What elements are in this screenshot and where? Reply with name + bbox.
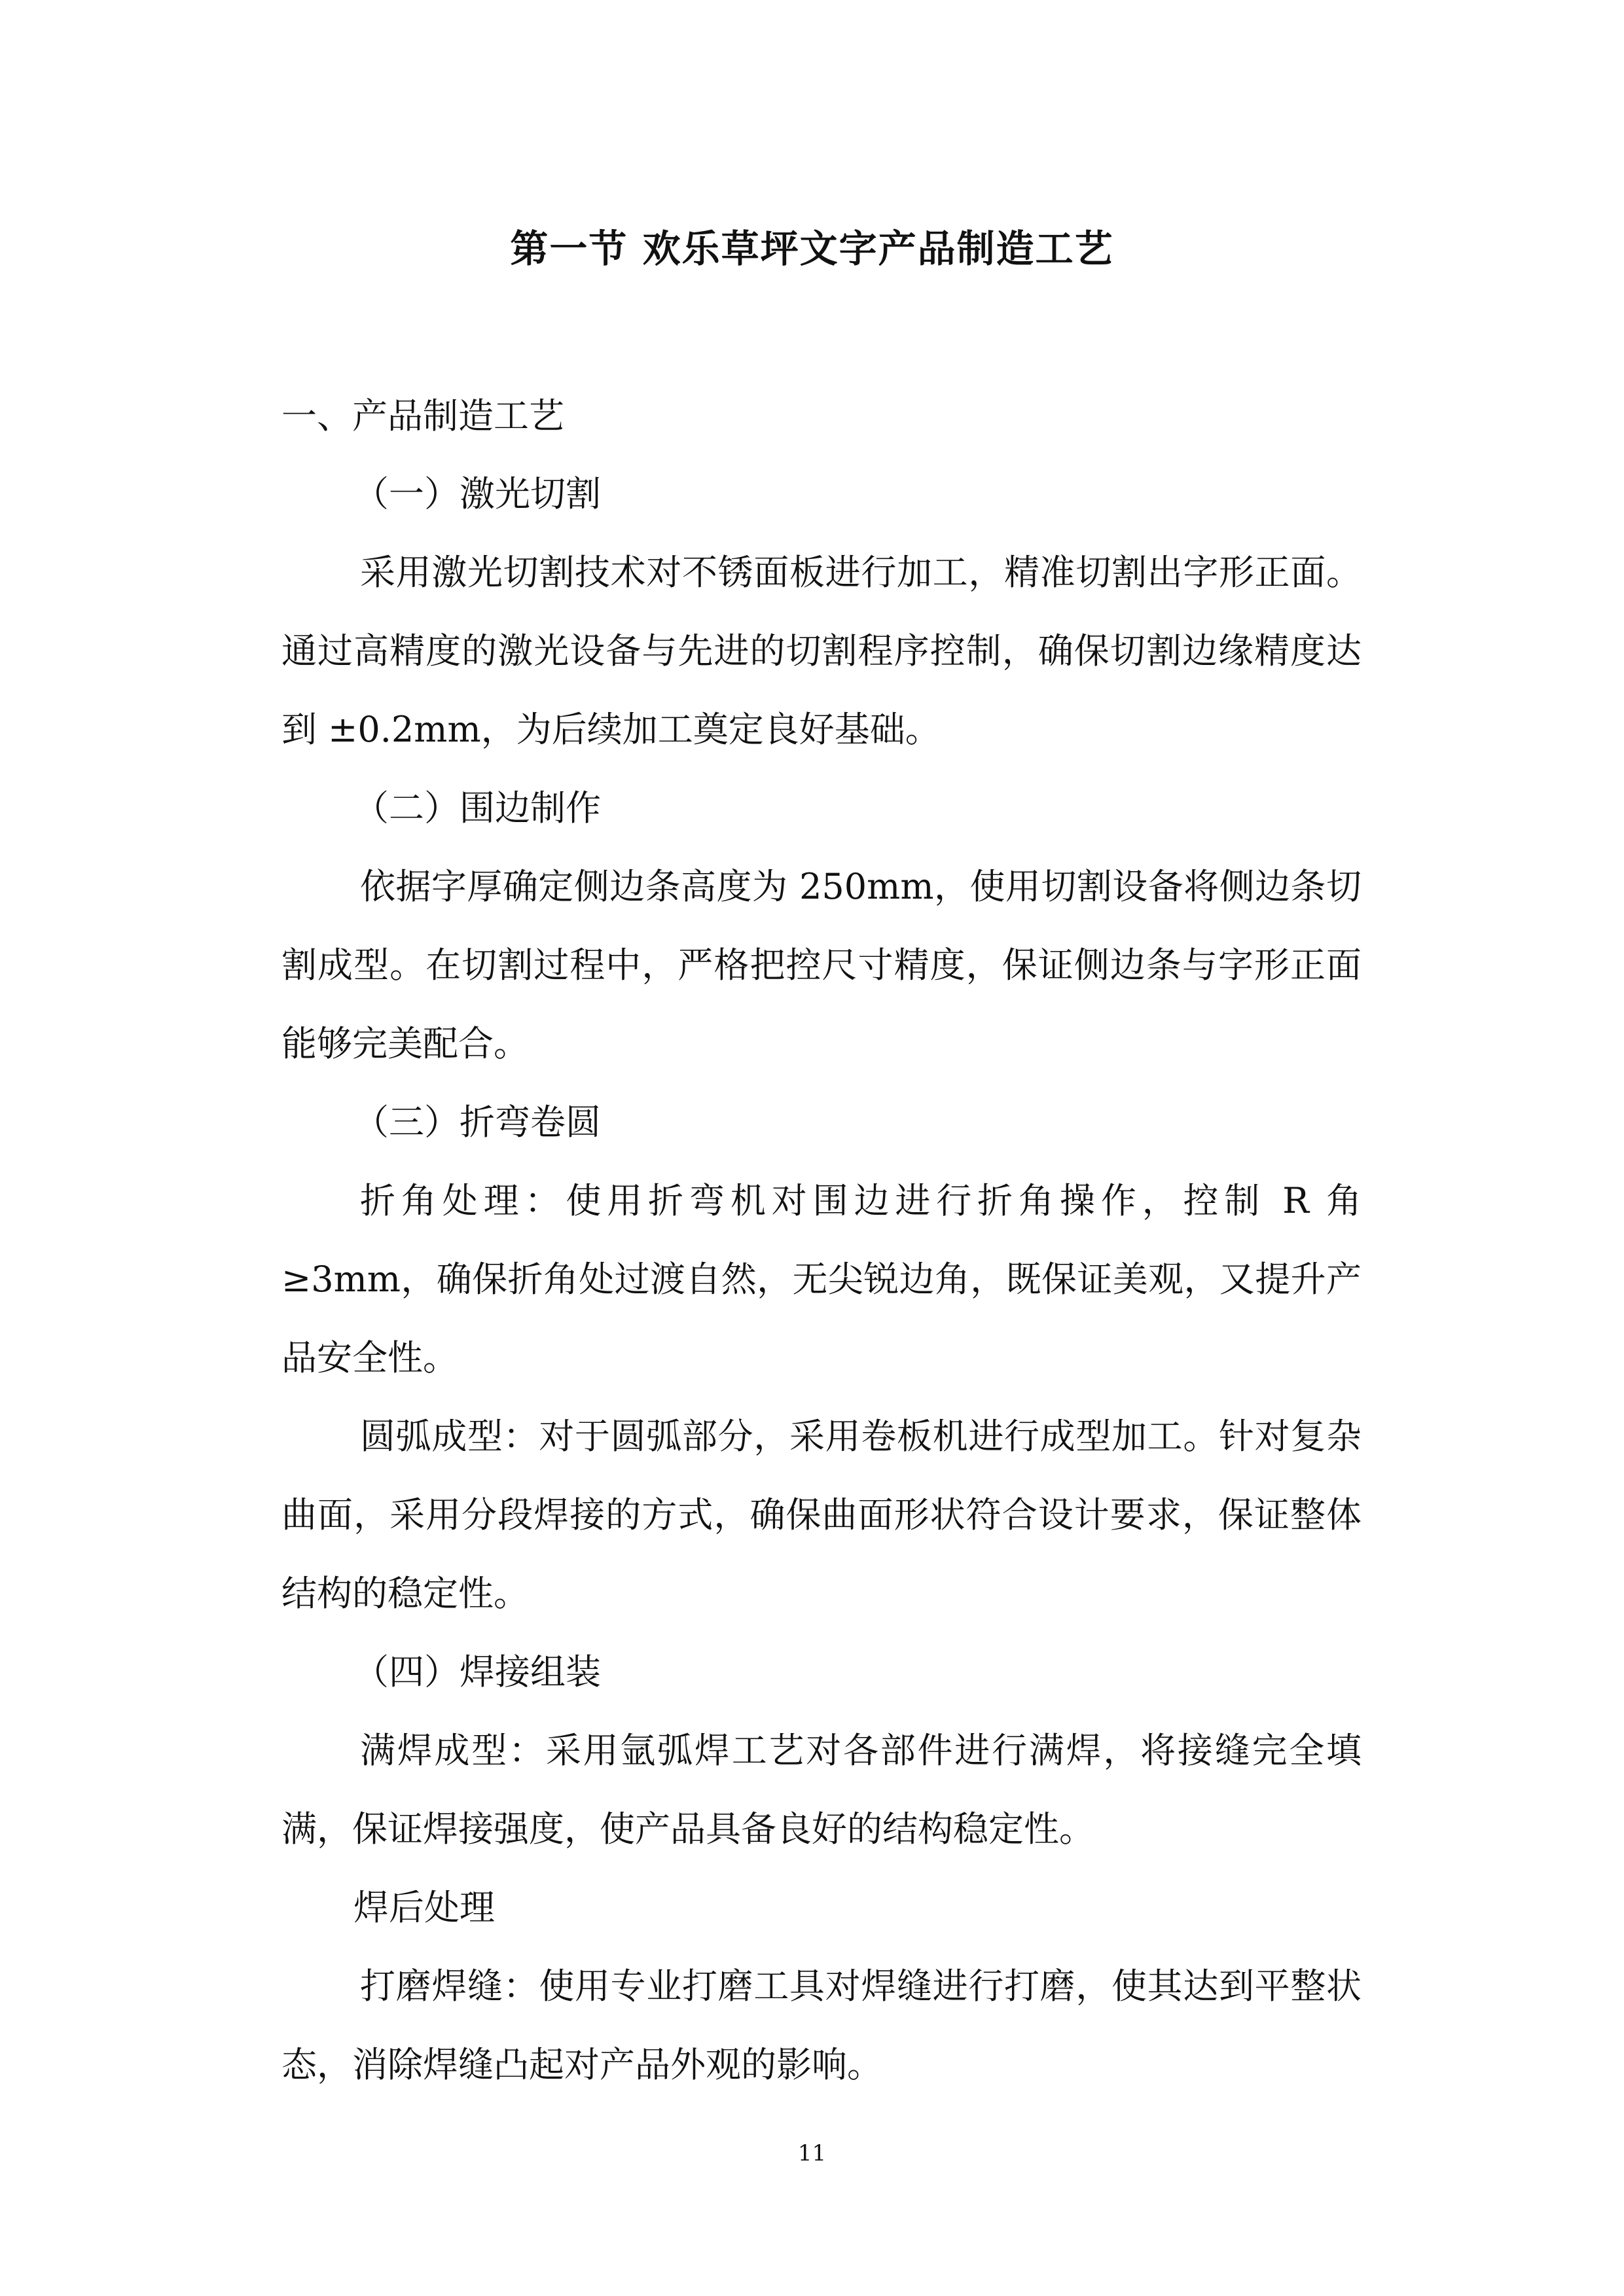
- page-title: 第一节 欢乐草坪文字产品制造工艺: [510, 226, 1114, 271]
- subsection-heading-laser-cutting: （一）激光切割: [353, 473, 601, 514]
- paragraph-edge-making: 依据字厚确定侧边条高度为 250mm，使用切割设备将侧边条切割成型。在切割过程中，严格把控尺寸精度，保证侧边条与字形正面能够完美配合。: [281, 866, 1362, 1064]
- section-heading: 一、产品制造工艺: [281, 395, 564, 437]
- paragraph-grinding: 打磨焊缝：使用专业打磨工具对焊缝进行打磨，使其达到平整状态，消除焊缝凸起对产品外观的影响。: [281, 1965, 1362, 2085]
- subsection-heading-edge-making: （二）围边制作: [353, 787, 601, 829]
- paragraph-laser-cutting: 采用激光切割技术对不锈面板进行加工，精准切割出字形正面。通过高精度的激光设备与先进的切割程序控制，确保切割边缘精度达到 ±0.2mm，为后续加工奠定良好基础。: [281, 552, 1362, 750]
- subsection-heading-bending: （三）折弯卷圆: [353, 1102, 601, 1143]
- subsection-heading-welding: （四）焊接组装: [353, 1651, 601, 1693]
- page-number: 11: [797, 2140, 827, 2166]
- label-post-weld-treatment: 焊后处理: [353, 1887, 495, 1928]
- paragraph-arc-forming: 圆弧成型：对于圆弧部分，采用卷板机进行成型加工。针对复杂曲面，采用分段焊接的方式，确保曲面形状符合设计要求，保证整体结构的稳定性。: [281, 1416, 1362, 1614]
- paragraph-corner-treatment: 折角处理：使用折弯机对围边进行折角操作，控制 R 角≥3mm，确保折角处过渡自然，无尖锐边角，既保证美观，又提升产品安全性。: [281, 1180, 1362, 1378]
- paragraph-full-welding: 满焊成型：采用氩弧焊工艺对各部件进行满焊，将接缝完全填满，保证焊接强度，使产品具备良好的结构稳定性。: [281, 1730, 1362, 1850]
